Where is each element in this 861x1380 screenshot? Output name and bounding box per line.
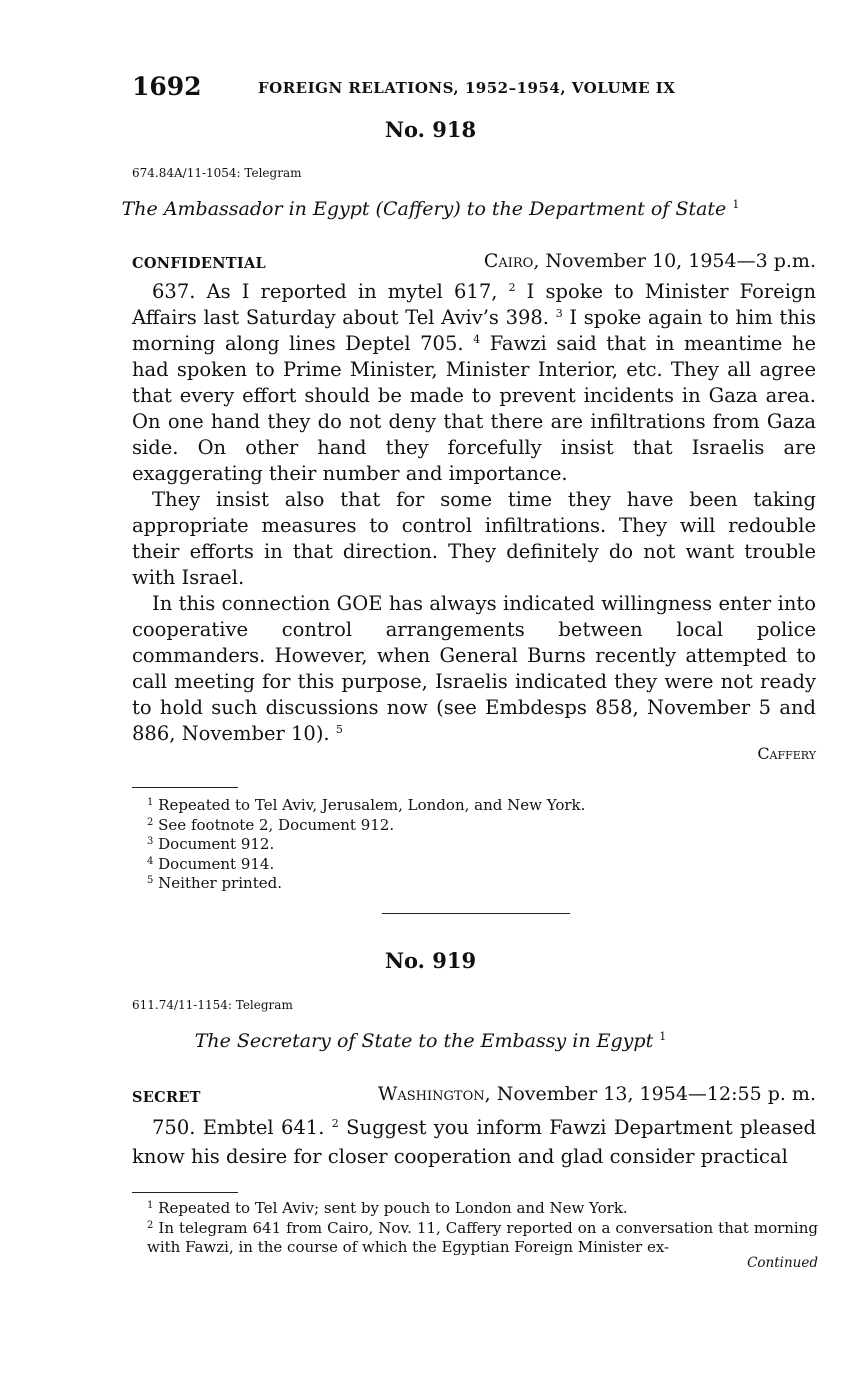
footnote: $^2$ See footnote 2, Document 912. (147, 815, 395, 834)
signer: Caffery (757, 744, 816, 763)
p1-b: Suggest you inform Fawzi Department pleased know his desire for closer cooperation and glad consider practical (132, 1116, 816, 1168)
paragraph-1 (132, 1113, 816, 1171)
page-number: 1692 (132, 72, 202, 101)
paragraph-2: They insist also that for some time they have been taking appropriate measures to control infiltrations. They will redouble their efforts in that direction. They definitely do not want trouble with Israel. (132, 488, 816, 589)
p1-b: I spoke to Minister Foreign Affairs last Saturday about Tel Aviv’s 398. (132, 280, 817, 329)
footnote-ref-2: 2 (331, 1117, 339, 1130)
classification-918: CONFIDENTIAL (132, 255, 267, 272)
footnote: $^1$ Repeated to Tel Aviv, Jerusalem, London, and New York. (147, 796, 586, 814)
p1-a: 637. As I reported in mytel 617, (152, 280, 498, 303)
footnote: $^1$ Repeated to Tel Aviv; sent by pouch to London and New York. (147, 1199, 628, 1217)
p1-d: Fawzi said that in meantime he had spoken to Prime Minister, Minister Interior, etc. They all agree that every effort should be made to prevent incidents in Gaza area. On one hand they do not deny that there are infiltrations from Gaza side. On other hand they forcefully insist that Israelis are exaggerating their number and importance. (132, 332, 817, 485)
date-919: , November 13, 1954—12:55 p. m. (484, 1083, 816, 1105)
footnote: $^4$ Document 914. (147, 854, 275, 873)
document-title-919 (0, 1030, 861, 1052)
title-text-919: The Secretary of State to the Embassy in Egypt (194, 1030, 654, 1052)
p1-a: 750. Embtel 641. (152, 1116, 325, 1139)
document-title-918 (0, 198, 861, 220)
body-918 (132, 279, 816, 747)
footnotes-918 (132, 796, 818, 894)
document-number-919: No. 919 (384, 948, 477, 973)
file-reference-919: 611.74/11-1154: Telegram (132, 998, 293, 1012)
paragraph-1 (132, 279, 816, 487)
running-title: FOREIGN RELATIONS, 1952–1954, VOLUME IX (258, 79, 676, 97)
footnote-ref-5: 5 (335, 723, 343, 736)
continued-note: Continued (747, 1255, 818, 1271)
classification-919: SECRET (132, 1089, 201, 1106)
footnote-rule (132, 787, 238, 788)
p3-a: In this connection GOE has always indicated willingness enter into cooperative control arrangements between local police commanders. However, when General Burns recently attempted to call meeting for this purpose, Israelis indicated they were not ready to hold such discussions now (see Embdesps 858, November 5 and 886, November 10). (132, 592, 816, 745)
paragraph-3 (132, 591, 816, 747)
footnote-ref-3: 3 (555, 307, 563, 320)
title-note-918: 1 (732, 198, 740, 211)
footnote: $^2$ In telegram 641 from Cairo, Nov. 11, Caffery reported on a conversation that morning with Fawzi, in the course of which the Egyptian Foreign Minister ex- (147, 1218, 818, 1256)
place-918: Cairo (483, 250, 534, 272)
body-919 (132, 1113, 816, 1171)
footnotes-919 (132, 1199, 818, 1258)
footnote: $^5$ Neither printed. (147, 874, 282, 892)
section-divider (382, 913, 570, 914)
title-note-919: 1 (659, 1030, 667, 1043)
dateline-919 (378, 1083, 816, 1105)
title-text-918: The Ambassador in Egypt (Caffery) to the Department of State (121, 198, 727, 220)
file-reference-918: 674.84A/11-1054: Telegram (132, 166, 302, 180)
p1-c: I spoke again to him this morning along lines Deptel 705. (132, 306, 816, 355)
footnote-rule (132, 1192, 238, 1193)
footnote: $^3$ Document 912. (147, 835, 275, 853)
document-number-918: No. 918 (384, 117, 477, 142)
date-918: , November 10, 1954—3 p.m. (533, 250, 816, 272)
place-919: Washington (377, 1083, 485, 1105)
dateline-918 (484, 250, 816, 272)
footnote-ref-2: 2 (508, 281, 516, 294)
footnote-ref-4: 4 (473, 333, 481, 346)
